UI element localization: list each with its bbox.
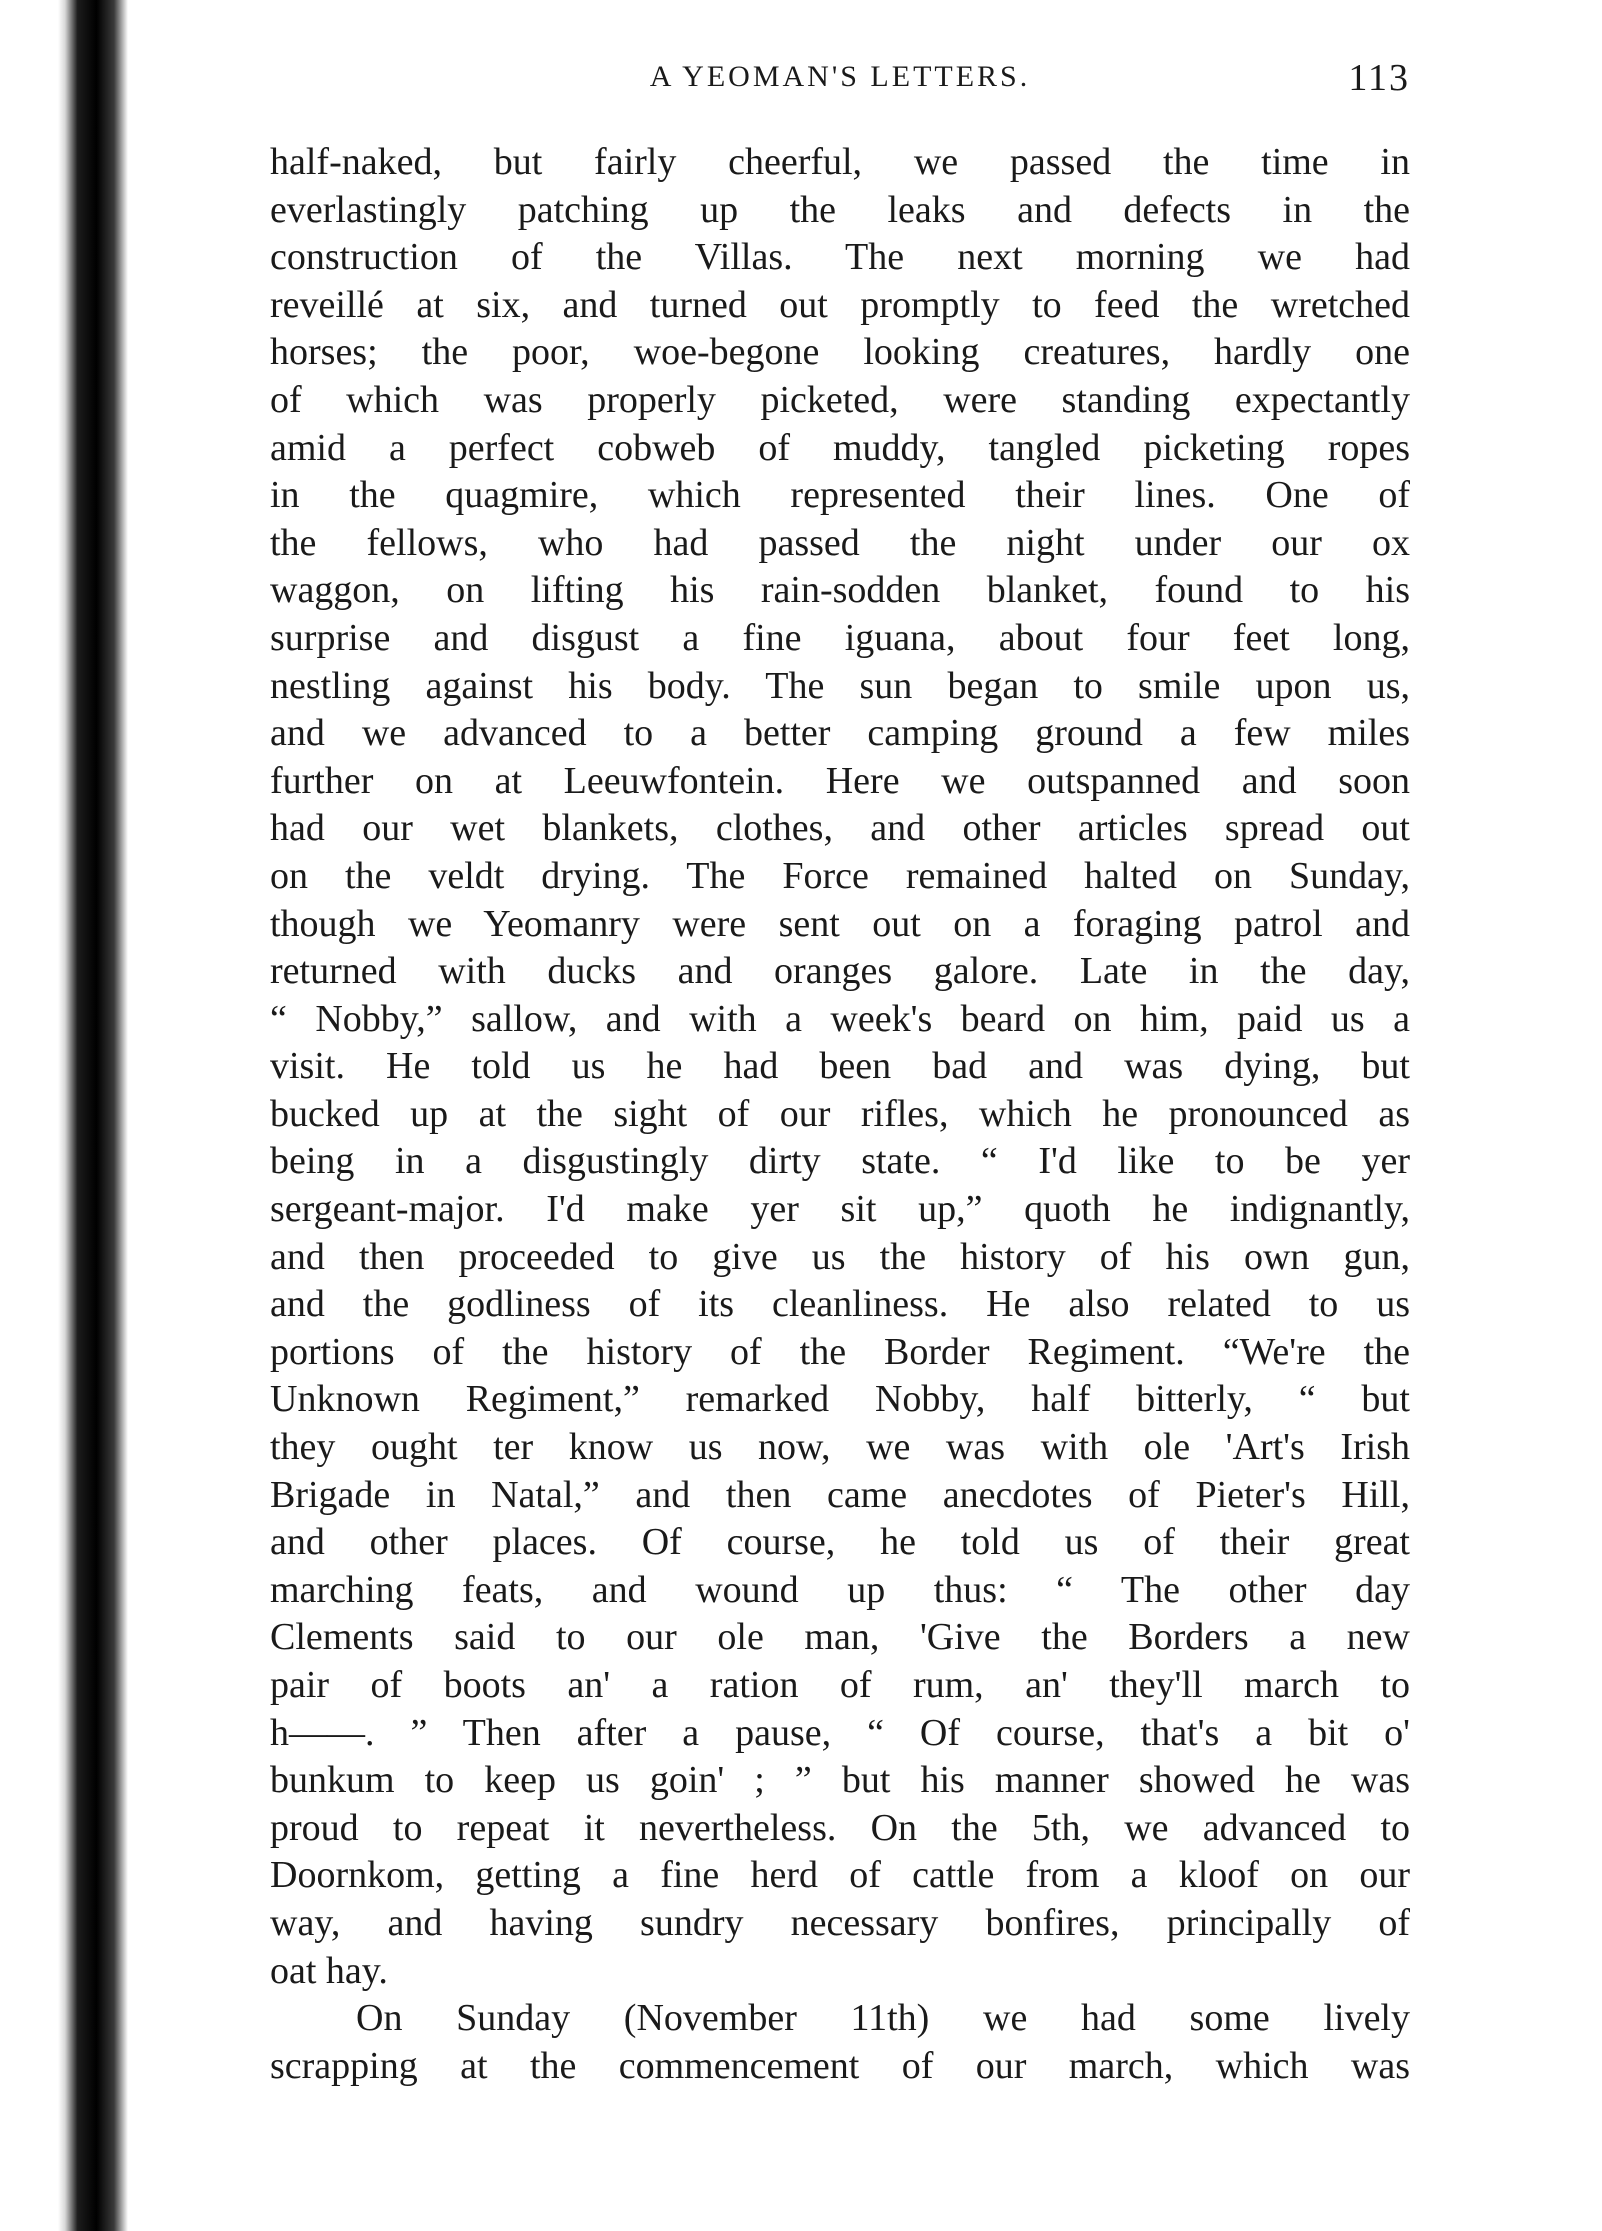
text-line: further on at Leeuwfontein. Here we outspanned and soon [270, 759, 1410, 802]
binding-gutter-shadow [58, 0, 128, 2231]
text-line: in the quagmire, which represented their lines. One of [270, 474, 1410, 517]
text-line: h——. ” Then after a pause, “ Of course, that's a bit o' [270, 1711, 1410, 1754]
text-line: bucked up at the sight of our rifles, which he pronounced as [270, 1092, 1410, 1135]
text-line: “ Nobby,” sallow, and with a week's beard on him, paid us a [270, 997, 1410, 1040]
text-line: and the godliness of its cleanliness. He also related to us [270, 1283, 1410, 1326]
text-line: portions of the history of the Border Regiment. “We're the [270, 1330, 1410, 1373]
text-line: sergeant-major. I'd make yer sit up,” quoth he indignantly, [270, 1188, 1410, 1231]
text-line: and we advanced to a better camping ground a few miles [270, 712, 1410, 755]
text-line: bunkum to keep us goin' ; ” but his manner showed he was [270, 1759, 1410, 1802]
text-line: half-naked, but fairly cheerful, we passed the time in [270, 141, 1410, 183]
text-line: scrapping at the commencement of our march, which was [270, 2044, 1410, 2087]
text-line: and other places. Of course, he told us of their great [270, 1521, 1410, 1564]
text-line: nestling against his body. The sun began to smile upon us, [270, 664, 1410, 707]
body-text [270, 139, 1410, 2090]
text-line: returned with ducks and oranges galore. Late in the day, [270, 950, 1410, 993]
page-number: 113 [1348, 57, 1410, 99]
text-line: marching feats, and wound up thus: “ The other day [270, 1568, 1410, 1611]
paragraph-end-line: oat hay. [270, 1949, 388, 1992]
paragraph-start-line: On Sunday (November 11th) we had some lively [356, 1997, 1410, 2040]
text-line: of which was properly picketed, were standing expectantly [270, 378, 1410, 421]
text-line: had our wet blankets, clothes, and other articles spread out [270, 807, 1410, 850]
text-line: though we Yeomanry were sent out on a foraging patrol and [270, 902, 1410, 945]
text-line: being in a disgustingly dirty state. “ I'd like to be yer [270, 1140, 1410, 1183]
text-line: everlastingly patching up the leaks and defects in the [270, 188, 1410, 231]
text-line: waggon, on lifting his rain-sodden blanket, found to his [270, 569, 1410, 612]
text-line: Unknown Regiment,” remarked Nobby, half bitterly, “ but [270, 1378, 1410, 1421]
text-line: reveillé at six, and turned out promptly to feed the wretched [270, 283, 1410, 326]
text-line: Clements said to our ole man, 'Give the Borders a new [270, 1616, 1410, 1659]
text-line: proud to repeat it nevertheless. On the 5th, we advanced to [270, 1806, 1410, 1849]
text-line: pair of boots an' a ration of rum, an' they'll march to [270, 1664, 1410, 1706]
text-line: Doornkom, getting a fine herd of cattle from a kloof on our [270, 1854, 1410, 1897]
text-line: the fellows, who had passed the night under our ox [270, 521, 1410, 564]
text-line: and then proceeded to give us the history of his own gun, [270, 1235, 1410, 1278]
text-line: on the veldt drying. The Force remained halted on Sunday, [270, 854, 1410, 897]
text-line: horses; the poor, woe-begone looking creatures, hardly one [270, 331, 1410, 374]
text-line: Brigade in Natal,” and then came anecdotes of Pieter's Hill, [270, 1473, 1410, 1516]
text-line: they ought ter know us now, we was with ole 'Art's Irish [270, 1426, 1410, 1469]
text-line: surprise and disgust a fine iguana, about four feet long, [270, 616, 1410, 659]
running-head [270, 52, 1410, 112]
text-line: visit. He told us he had been bad and was dying, but [270, 1045, 1410, 1088]
text-line: construction of the Villas. The next morning we had [270, 236, 1410, 279]
text-line: amid a perfect cobweb of muddy, tangled picketing ropes [270, 426, 1410, 469]
running-title: A YEOMAN'S LETTERS. [649, 60, 1031, 93]
text-line: way, and having sundry necessary bonfires, principally of [270, 1901, 1410, 1944]
